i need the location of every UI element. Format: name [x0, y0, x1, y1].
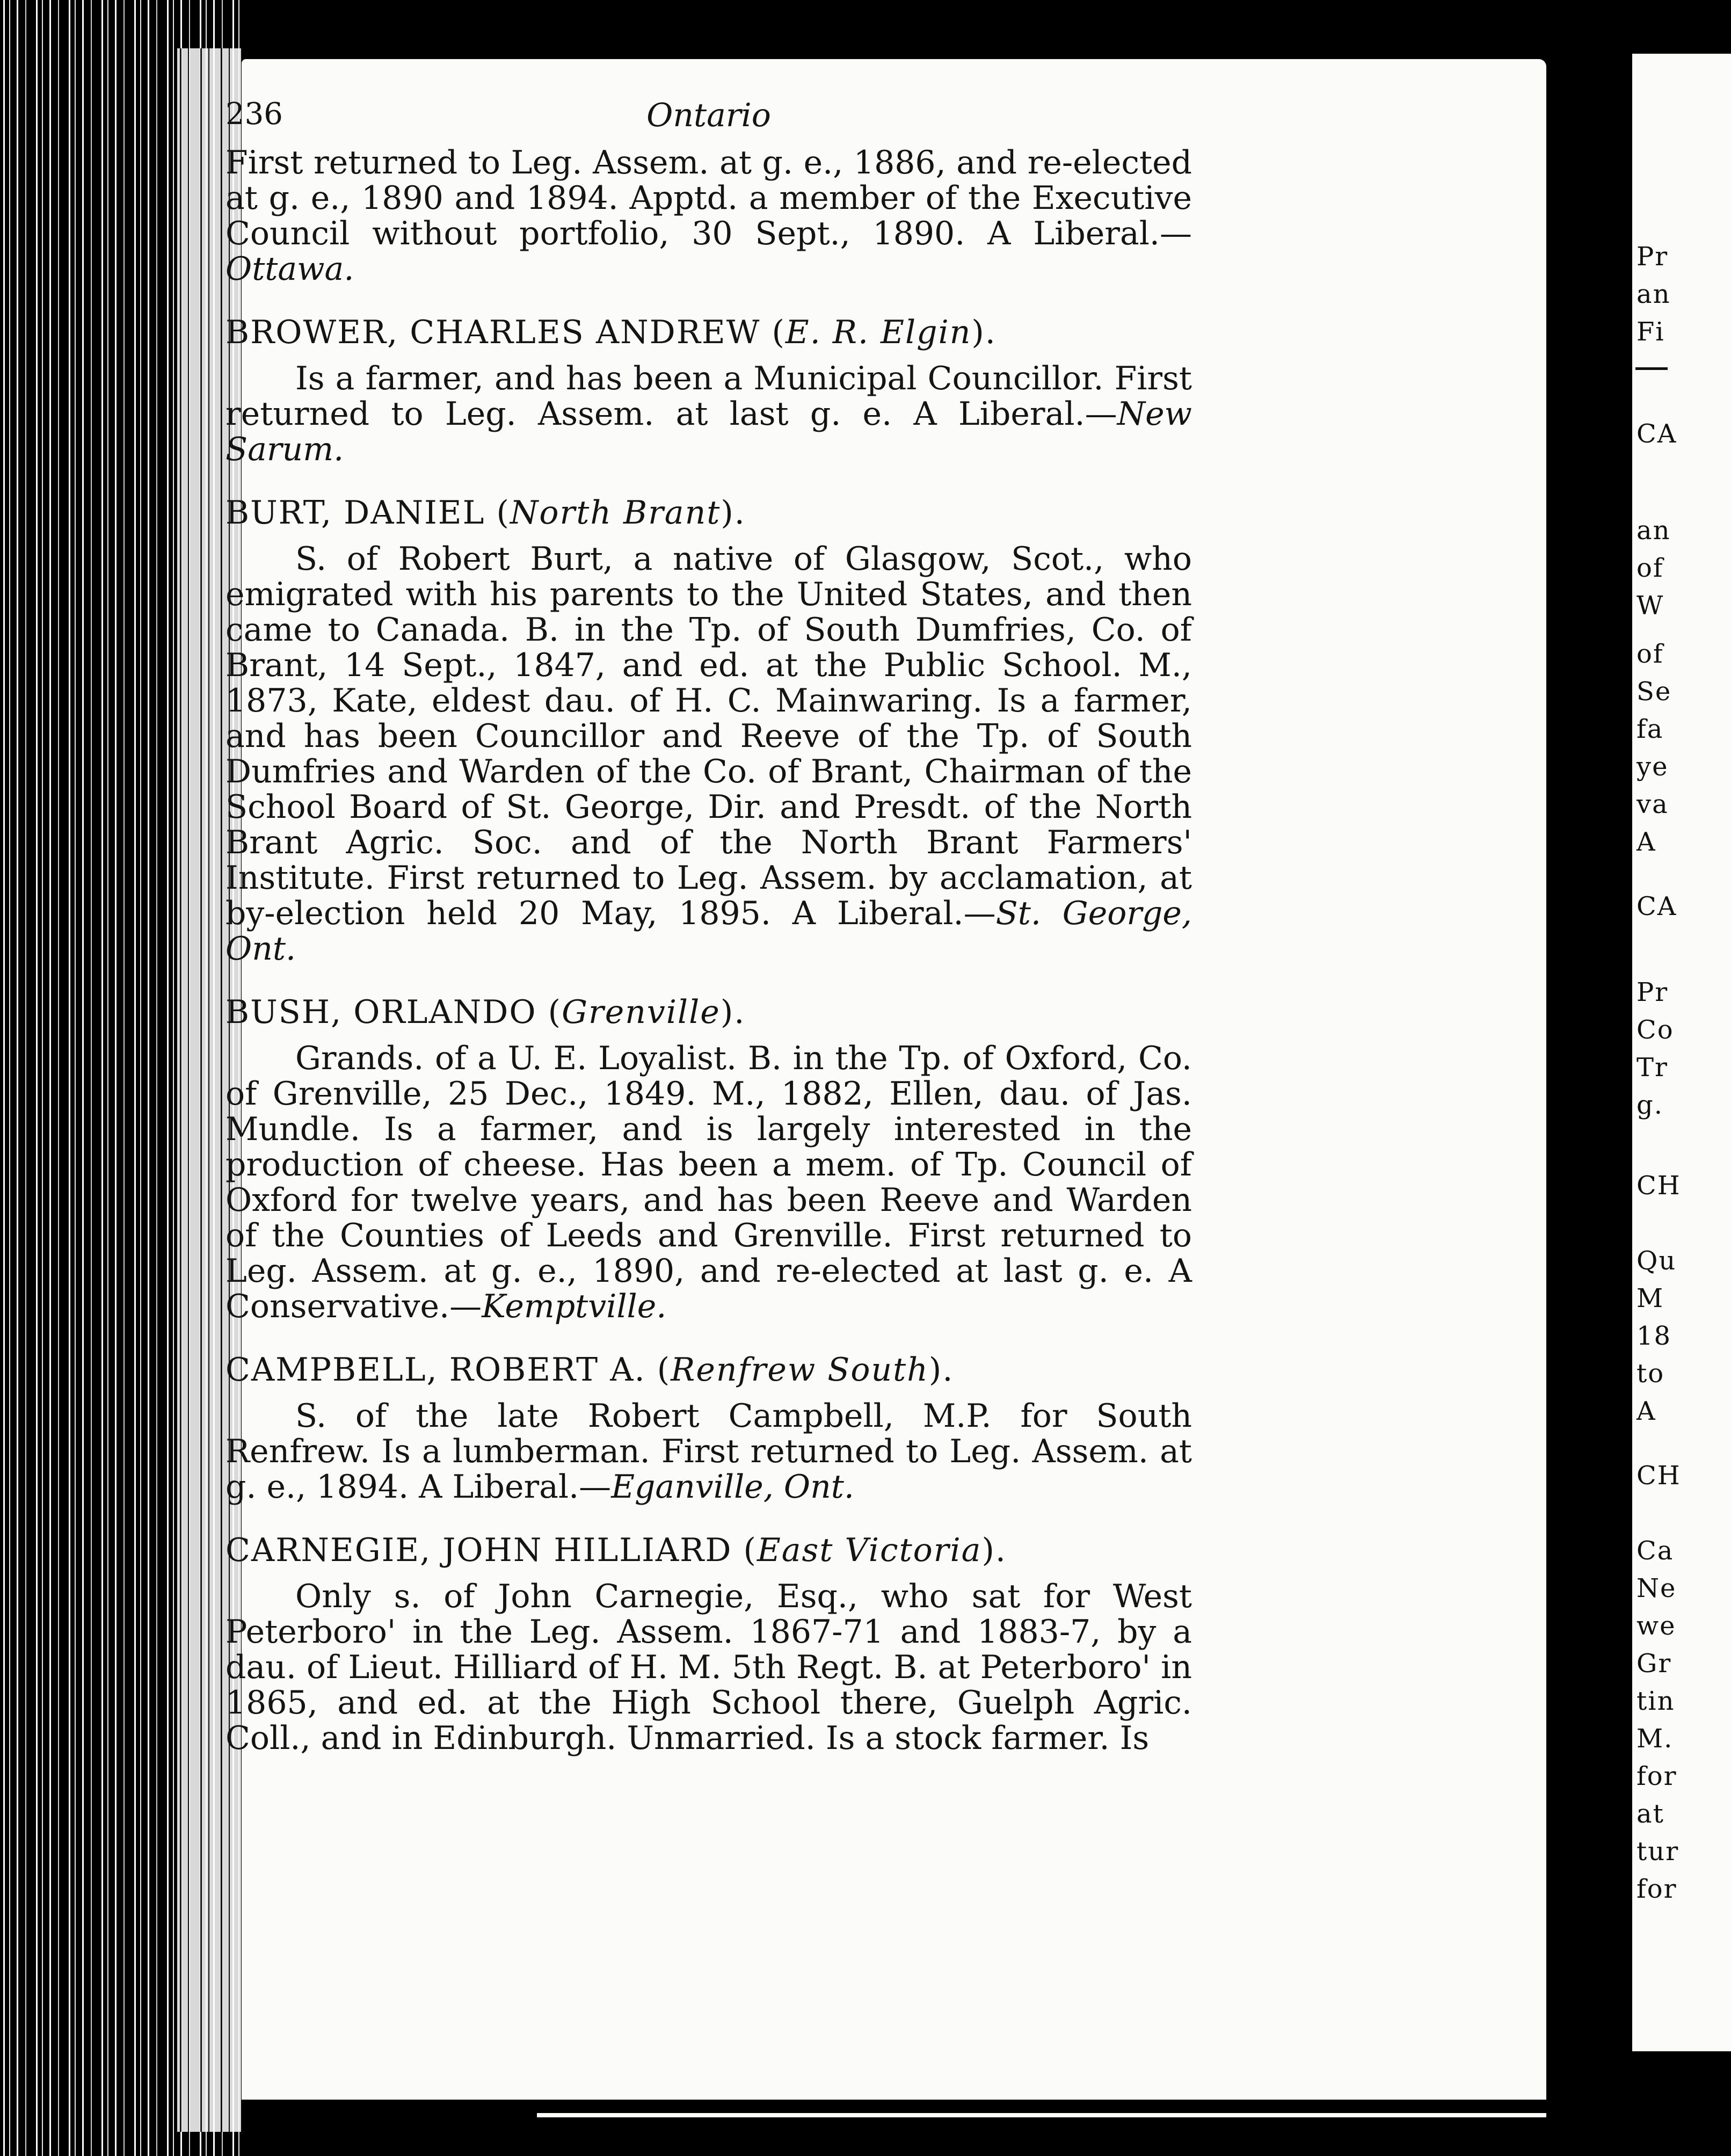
facing-page-fragment: A — [1637, 827, 1656, 857]
facing-page-fragment: Tr — [1637, 1052, 1668, 1083]
bottom-shadow — [242, 2100, 1546, 2156]
entry-place: Kemptville. — [482, 1288, 667, 1325]
facing-page — [1632, 54, 1731, 2051]
facing-page-fragment: an — [1637, 279, 1671, 309]
facing-page-fragment: ye — [1637, 752, 1669, 782]
running-head — [226, 97, 1192, 145]
continuation-place: Ottawa. — [226, 250, 354, 288]
entry — [226, 1533, 1192, 1756]
entry — [226, 315, 1192, 467]
entry-heading: CARNEGIE, JOHN HILLIARD (East Victoria). — [226, 1531, 1007, 1569]
facing-page-fragment: Pr — [1637, 977, 1669, 1007]
facing-page-fragment: W — [1637, 591, 1664, 621]
page-number: 236 — [226, 97, 283, 132]
entry-place: Eganville, Ont. — [611, 1468, 854, 1506]
facing-page-fragment: an — [1637, 516, 1671, 546]
entry-place: New Sarum. — [226, 395, 1192, 468]
entries-list — [226, 315, 1192, 1756]
entry-given-names: ROBERT A. — [449, 1351, 646, 1389]
facing-page-fragment: tin — [1637, 1686, 1675, 1716]
entry-text: Grands. of a U. E. Loyalist. B. in the Tp. of Oxford, Co. of Grenville, 25 Dec., 1849. M., 1882, Ellen, dau. of Jas. Mundle. Is a farmer, and is largely interested in the production of cheese. Has been a mem. of Tp. Council of Oxford for twelve years, and has been Reeve and Warden of the Counties of Leeds and Grenville. First returned to Leg. Assem. at g. e., 1890, and re-elected at last g. e. A Conservative.— — [226, 1040, 1192, 1325]
facing-page-fragment: of — [1637, 553, 1664, 583]
facing-page-rule — [1635, 367, 1668, 370]
entry-riding: North Brant — [510, 494, 721, 532]
facing-page-fragment: Se — [1637, 677, 1672, 707]
entry-heading: BURT, DANIEL (North Brant). — [226, 494, 746, 532]
facing-page-fragment: to — [1637, 1359, 1665, 1389]
entry-text: Is a farmer, and has been a Municipal Councillor. First returned to Leg. Assem. at last g. e. A Liberal.— — [226, 360, 1192, 433]
entry-surname: BUSH, — [226, 993, 343, 1031]
entry-riding: Grenville — [562, 993, 721, 1031]
entry-given-names: DANIEL — [344, 494, 485, 532]
entry-riding: East Victoria — [757, 1531, 982, 1569]
running-title: Ontario — [646, 97, 771, 134]
facing-page-fragment: 18 — [1637, 1321, 1672, 1351]
entry-heading: BUSH, ORLANDO (Grenville). — [226, 993, 746, 1031]
facing-page-fragment: tur — [1637, 1836, 1679, 1867]
facing-page-fragment: CA — [1637, 891, 1677, 921]
entry-body — [226, 361, 1192, 467]
entry-body — [226, 1041, 1192, 1324]
facing-page-fragment: Qu — [1637, 1246, 1677, 1276]
entry — [226, 1352, 1192, 1505]
entry-surname: BROWER, — [226, 314, 399, 351]
facing-page-fragment: va — [1637, 789, 1669, 819]
entry-given-names: JOHN HILLIARD — [442, 1531, 732, 1569]
entry-surname: CARNEGIE, — [226, 1531, 432, 1569]
facing-page-fragment: Ca — [1637, 1536, 1674, 1566]
facing-page-fragment: Co — [1637, 1015, 1674, 1045]
entry-surname: CAMPBELL, — [226, 1351, 438, 1389]
facing-page-fragment: A — [1637, 1396, 1656, 1426]
entry-body — [226, 1398, 1192, 1505]
facing-page-fragment: Ne — [1637, 1573, 1677, 1603]
entry-riding: Renfrew South — [671, 1351, 929, 1389]
entry-text: S. of the late Robert Campbell, M.P. for South Renfrew. Is a lumberman. First returned to Leg. Assem. at g. e., 1894. A Liberal.— — [226, 1397, 1192, 1506]
facing-page-fragment: g. — [1637, 1090, 1663, 1120]
entry-riding: E. R. Elgin — [785, 314, 972, 351]
facing-page-fragment: Fi — [1637, 317, 1665, 347]
facing-page-fragment: Pr — [1637, 242, 1669, 272]
facing-page-fragment: CH — [1637, 1171, 1681, 1201]
facing-page-fragment: for — [1637, 1761, 1677, 1791]
facing-page-fragment: M — [1637, 1283, 1664, 1313]
entry-body — [226, 541, 1192, 967]
facing-page-fragment: fa — [1637, 714, 1664, 744]
facing-page-fragment: of — [1637, 639, 1664, 669]
facing-page-fragment: CH — [1637, 1461, 1681, 1491]
continuation-paragraph — [226, 145, 1192, 287]
facing-page-fragment: at — [1637, 1799, 1664, 1829]
continuation-text: First returned to Leg. Assem. at g. e., 1886, and re-elected at g. e., 1890 and 1894. Apptd. a member of the Executive Council without portfolio, 30 Sept., 1890. A Liberal.— — [226, 144, 1192, 252]
entry-text: S. of Robert Burt, a native of Glasgow, Scot., who emigrated with his parents to the United States, and then came to Canada. B. in the Tp. of South Dumfries, Co. of Brant, 14 Sept., 1847, and ed. at the Public School. M., 1873, Kate, eldest dau. of H. C. Mainwaring. Is a farmer, and has been Councillor and Reeve of the Tp. of South Dumfries and Warden of the Co. of Brant, Chairman of the School Board of St. George, Dir. and Presdt. of the North Brant Agric. Soc. and of the North Brant Farmers' Institute. First returned to Leg. Assem. by acclamation, at by-election held 20 May, 1895. A Liberal.— — [226, 540, 1192, 932]
entry-heading: BROWER, CHARLES ANDREW (E. R. Elgin). — [226, 314, 997, 351]
facing-page-fragment: for — [1637, 1874, 1677, 1904]
facing-page-fragment: M. — [1637, 1724, 1674, 1754]
entry-given-names: ORLANDO — [353, 993, 537, 1031]
entry — [226, 495, 1192, 967]
facing-page-fragment: we — [1637, 1611, 1676, 1641]
entry-surname: BURT, — [226, 494, 333, 532]
entry-body — [226, 1579, 1192, 1756]
bottom-edge-line — [537, 2113, 1546, 2117]
entry-heading: CAMPBELL, ROBERT A. (Renfrew South). — [226, 1351, 954, 1389]
page-content — [226, 97, 1192, 1756]
entry-text: Only s. of John Carnegie, Esq., who sat for West Peterboro' in the Leg. Assem. 1867-71 and 1883-7, by a dau. of Lieut. Hilliard of H. M. 5th Regt. B. at Peterboro' in 1865, and ed. at the High School there, Guelph Agric. Coll., and in Edinburgh. Unmarried. Is a stock farmer. Is — [226, 1578, 1192, 1757]
entry — [226, 994, 1192, 1324]
entry-place: St. George, Ont. — [226, 895, 1192, 968]
facing-page-fragment: CA — [1637, 419, 1677, 449]
facing-page-fragment: Gr — [1637, 1649, 1672, 1679]
entry-given-names: CHARLES ANDREW — [410, 314, 761, 351]
